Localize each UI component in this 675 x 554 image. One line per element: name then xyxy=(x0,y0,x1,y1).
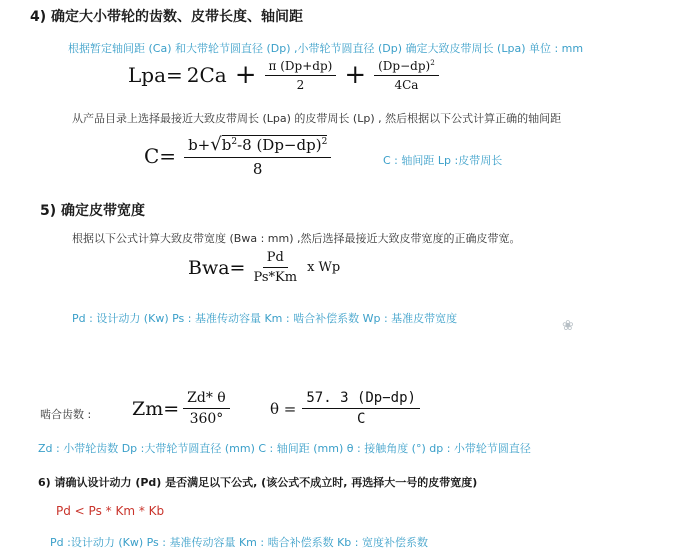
theta-formula xyxy=(270,390,420,427)
exponent: 2 xyxy=(231,137,238,147)
mesh-teeth-label: 啮合齿数 : xyxy=(40,408,92,421)
fraction-denominator: Ps*Km xyxy=(253,270,298,285)
section-5-legend-2: Zd : 小带轮齿数 Dp :大带轮节圆直径 (mm) C : 轴间距 (mm) θ : 接触角度 (°) dp : 小带轮节圆直径 xyxy=(38,442,531,455)
fraction-denominator: 2 xyxy=(296,77,305,92)
section-5-intro: 根据以下公式计算大致皮带宽度 (Bwa : mm) ,然后选择最接近大致皮带宽度的正确皮带宽。 xyxy=(72,232,521,245)
section-4-intro: 根据暂定轴间距 (Ca) 和大带轮节圆直径 (Dp) ,小带轮节圆直径 (Dp) 确定大致皮带周长 (Lpa) 单位 : mm xyxy=(68,42,584,55)
c-fraction xyxy=(184,134,331,178)
radicand xyxy=(222,135,328,154)
fraction-denominator: 4Ca xyxy=(394,78,419,92)
numerator-text: (Dp−dp) xyxy=(378,59,431,73)
fraction-numerator: Pd xyxy=(263,250,288,268)
zm-fraction xyxy=(183,390,230,427)
exponent: 2 xyxy=(321,137,328,147)
fraction-denominator: 360° xyxy=(189,411,224,427)
bwa-lhs: Bwa= xyxy=(188,256,246,279)
sqrt-icon: √ xyxy=(210,134,222,155)
lpa-fraction-1 xyxy=(265,59,337,92)
lpa-formula xyxy=(128,58,439,92)
bwa-fraction xyxy=(249,250,301,285)
theta-fraction xyxy=(302,390,420,427)
c-lhs: C= xyxy=(144,144,177,168)
section-6-heading: 6) 请确认设计动力 (Pd) 是否满足以下公式, (该公式不成立时, 再选择大一号的皮带宽度) xyxy=(38,476,478,489)
plus-sign: + xyxy=(234,60,257,90)
section-5-legend: Pd : 设计动力 (Kw) Ps : 基准传动容量 Km : 啮合补偿系数 Wp : 基准皮带宽度 xyxy=(72,312,458,325)
theta-lhs: θ = xyxy=(270,399,297,418)
section-6-formula: Pd < Ps * Km * Kb xyxy=(56,504,165,518)
fraction-numerator: Zd* θ xyxy=(183,390,230,409)
section-5-heading: 5) 确定皮带宽度 xyxy=(40,203,146,219)
lpa-lhs: Lpa= xyxy=(128,63,183,87)
plus-sign: + xyxy=(344,60,367,90)
section-4-legend: C : 轴间距 Lp :皮带周长 xyxy=(383,154,503,167)
section-4-after-text: 从产品目录上选择最接近大致皮带周长 (Lpa) 的皮带周长 (Lp) , 然后根据以下公式计算正确的轴间距 xyxy=(72,112,562,125)
fraction-numerator xyxy=(374,58,439,76)
bwa-formula xyxy=(188,250,340,285)
fraction-denominator: C xyxy=(356,411,366,427)
lpa-term-2ca: 2Ca xyxy=(186,63,227,87)
section-4-heading: 4) 确定大小带轮的齿数、皮带长度、轴间距 xyxy=(30,9,304,25)
zm-formula xyxy=(132,390,230,427)
fraction-numerator: 57. 3 (Dp−dp) xyxy=(302,390,420,409)
radicand-b: b xyxy=(221,136,232,154)
fraction-numerator xyxy=(184,134,331,158)
radicand-rest: -8 (Dp−dp) xyxy=(237,136,322,154)
exponent: 2 xyxy=(430,58,435,67)
fraction-denominator: 8 xyxy=(252,160,263,178)
zm-lhs: Zm= xyxy=(132,397,180,420)
fraction-numerator: π (Dp+dp) xyxy=(265,59,337,76)
section-6-legend: Pd :设计动力 (Kw) Ps : 基准传动容量 Km : 啮合补偿系数 Kb : 宽度补偿系数 xyxy=(50,536,428,549)
c-formula xyxy=(144,134,331,178)
lpa-fraction-2 xyxy=(374,58,439,92)
watermark-icon: ❀ xyxy=(562,318,574,334)
numerator-b: b+ xyxy=(188,136,211,154)
bwa-rest: x Wp xyxy=(307,260,341,275)
